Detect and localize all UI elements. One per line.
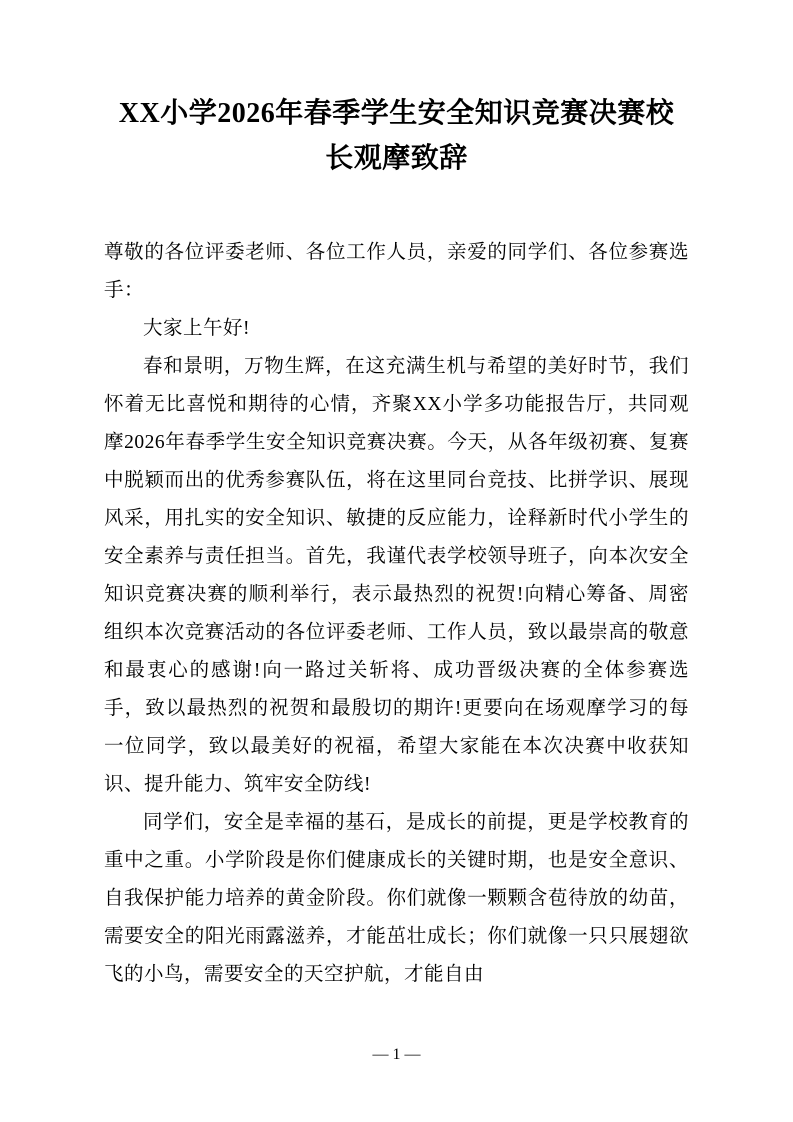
paragraph-salutation: 尊敬的各位评委老师、各位工作人员，亲爱的同学们、各位参赛选手： [104,241,689,301]
paragraph-greeting: 大家上午好! [143,317,250,339]
page-number: — 1 — [372,1046,421,1063]
paragraph-opening: 春和景明，万物生辉，在这充满生机与希望的美好时节，我们怀着无比喜悦和期待的心情，齐聚XX小学多功能报告厅，共同观摩2026年春季学生安全知识竞赛决赛。今天，从各年级初赛、复赛中脱颖而出的优秀参赛队伍，将在这里同台竞技、比拼学识、展现风采，用扎实的安全知识、敏捷的反应能力，诠释新时代小学生的安全素养与责任担当。首先，我谨代表学校领导班子，向本次安全知识竞赛决赛的顺利举行，表示最热烈的祝贺!向精心筹备、周密组织本次竞赛活动的各位评委老师、工作人员，致以最崇高的敬意和最衷心的感谢!向一路过关斩将、成功晋级决赛的全体参赛选手，致以最热烈的祝贺和最殷切的期许!更要向在场观摩学习的每一位同学，致以最美好的祝福，希望大家能在本次决赛中收获知识、提升能力、筑牢安全防线! [104,355,689,795]
document-title: XX小学2026年春季学生安全知识竞赛决赛校长观摩致辞 [118,98,675,174]
paragraph-message-to-students: 同学们，安全是幸福的基石，是成长的前提，更是学校教育的重中之重。小学阶段是你们健康成长的关键时期，也是安全意识、自我保护能力培养的黄金阶段。你们就像一颗颗含苞待放的幼苗，需要安全的阳光雨露滋养，才能茁壮成长；你们就像一只只展翅欲飞的小鸟，需要安全的天空护航，才能自由 [104,811,689,985]
document-body [104,234,689,994]
